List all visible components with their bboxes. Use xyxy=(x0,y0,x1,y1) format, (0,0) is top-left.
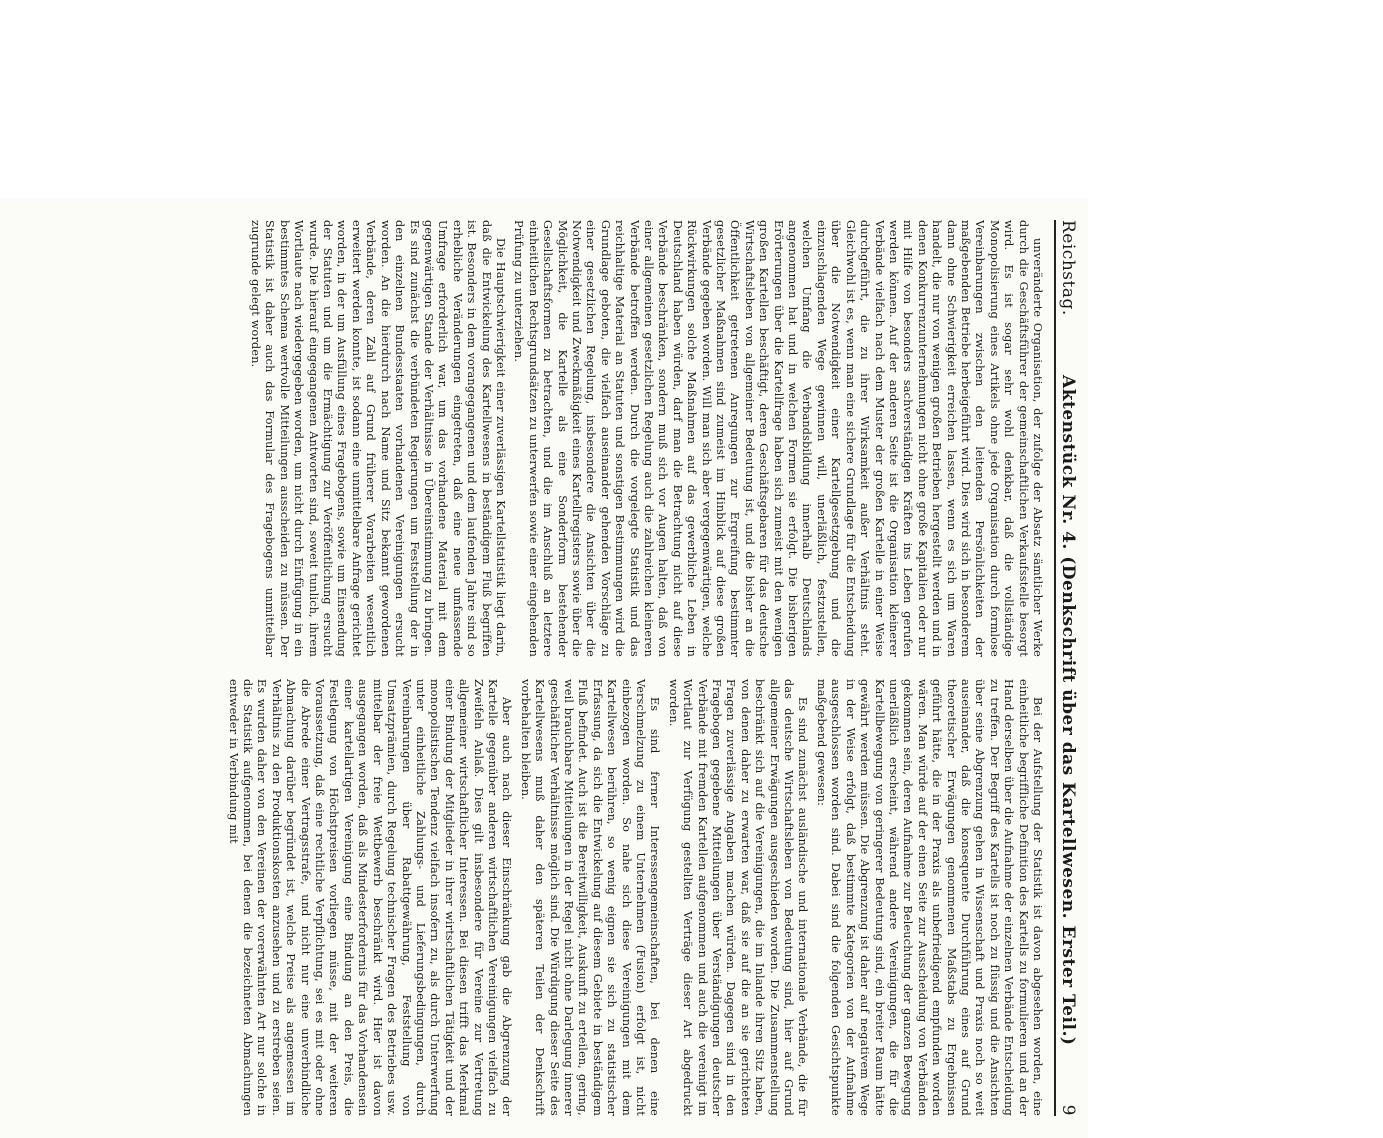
left-column xyxy=(0,220,1044,657)
running-head-title: Aktenstück Nr. 4. (Denkschrift über das Kartellwesen. Erster Teil.) xyxy=(1058,375,1078,1046)
scanned-page xyxy=(0,198,1088,1138)
paragraph: Die Hauptschwierigkeit einer zuverlässigen Kartellstatistik liegt darin, daß die Entwickelung des Kartellwesens in beständigem Fluß begriffen ist. Besonders in dem vorangegangenen und dem laufenden Jahre sind so erhebliche Veränderungen eingetreten, daß eine neue umfassende Umfrage erforderlich war, um das vorhandene Material mit dem gegenwärtigen Stande der Verhältnisse in Übereinstimmung zu bringen. Es sind zunächst die verbündeten Regierungen um Feststellung der in den einzelnen Bundesstaaten vorhandenen Vereinigungen ersucht worden. An die hierdurch nach Name und Sitz bekannt gewordenen Verbände, deren Zahl auf Grund früherer Vorarbeiten wesentlich erweitert werden konnte, ist sodann eine unmittelbare Anfrage gerichtet worden, in der um Ausfüllung eines Fragebogens, sowie um Einsendung der Statuten und um die Ermächtigung zur Veröffentlichung ersucht wurde. Die hierauf eingegangenen Antworten sind, soweit tunlich, ihrem Wortlaute nach wiedergegeben worden, um nicht durch Einfügung in ein bestimmtes Schema wertvolle Mitteilungen ausscheiden zu müssen. Der Statistik ist daher auch das Formular des Fragebogens unmittelbar zugrunde gelegt worden. xyxy=(249,220,507,657)
page-number: 9 xyxy=(1058,1104,1078,1116)
paragraph: Bei der Aufstellung der Statistik ist davon abgesehen worden, eine einheitliche begriffliche Definition des Kartells zu formulieren und an der Hand derselben über die Aufnahme der einzelnen Verbände Entscheidung zu treffen. Der Begriff des Kartells ist noch zu flüssig und die Ansichten über seine Abgrenzung gehen in Wissenschaft und Praxis noch so weit auseinander, daß die konsequente Durchführung eines auf Grund theoretischer Erwägungen genommenen Maßstabs zu Ergebnissen geführt hätte, die in der Praxis als unbefriedigend empfunden worden wären. Man würde auf der einen Seite zur Ausscheidung von Verbänden gekommen sein, deren Aufnahme zur Beleuchtung der ganzen Bewegung unerläßlich erscheint, während andere Vereinigungen, die für die Kartellbewegung von geringerer Bedeutung sind, ein breiter Raum hätte gewährt werden müssen. Die Abgrenzung ist daher auf negativem Wege in der Weise erfolgt, daß bestimmte Kategorien von der Aufnahme ausgeschlossen worden sind. Dabei sind die folgenden Gesichtspunkte maßgebend gewesen: xyxy=(814,679,1044,1116)
text-columns xyxy=(0,220,1044,1116)
running-head xyxy=(1054,220,1078,1116)
paragraph: Es sind zunächst ausländische und internationale Verbände, die für das deutsche Wirtschaftsleben von Bedeutung sind, hier auf Grund allgemeiner Erwägungen ausgeschieden worden. Die Zusammenstellung beschränkt sich auf die Vereinigungen, die im Inlande ihren Sitz haben, von denen daher zu erwarten war, daß sie auf die an sie gerichteten Fragen zuverlässige Angaben machen würden. Dagegen sind in den Fragebogen gegebene Mitteilungen über Verständigungen deutscher Verbände mit fremden Kartellen aufgenommen und auch die vereinigt im Wortlaut zur Verfügung gestellten Verträge dieser Art abgedruckt worden. xyxy=(666,679,810,1116)
paragraph: Aber auch nach dieser Einschränkung gab die Abgrenzung der Kartelle gegenüber anderen wirtschaftlichen Vereinigungen vielfach zu Zweifeln Anlaß. Dies gilt insbesondere für Vereine zur Vertretung allgemeiner wirtschaftlicher Interessen. Bei diesen trifft das Merkmal einer Bindung der Mitglieder in ihrer wirtschaftlichen Tätigkeit und der monopolistischen Tendenz vielfach insofern zu, als durch Unterwerfung unter einheitliche Zahlungs- und Lieferungsbedingungen, durch Vereinbarungen über Rabattgewährung, Feststellung von Umsatzprämien, durch Regelung technischer Fragen des Betriebes usw. mittelbar der freie Wettbewerb beschränkt wird. Hier ist davon ausgegangen worden, daß als Mindesterfordernis für das Vorhandensein einer kartellartigen Vereinigung eine Bindung an den Preis, die Festlegung von Höchstpreisen vorliegen müsse, mit der weiteren Voraussetzung, daß eine rechtliche Verpflichtung, sei es mit oder ohne die Abrede einer Vertragsstrafe, und nicht nur eine unverbindliche Abmachung darüber begründet ist, welche Preise als angemessen im Verhältnis zu den Produktionskosten anzusehen und zu erstreben seien. Es wurden daher von den Vereinen der vorerwähnten Art nur solche in die Statistik aufgenommen, bei denen die bezeichneten Abmachungen entweder in Verbindung mit xyxy=(226,679,514,1116)
right-column xyxy=(0,679,1044,1116)
paragraph: unveränderte Organisation, der zufolge der Absatz sämtlicher Werke durch die Geschäftsführer der gemeinschaftlichen Verkaufsstelle besorgt wird. Es ist sogar sehr wohl denkbar, daß die vollständige Monopolisierung eines Artikels ohne jede Organisation durch formlose Vereinbarungen zwischen den leitenden Persönlichkeiten der maßgebenden Betriebe herbeigeführt wird. Dies wird sich in besonderem dann ohne Schwierigkeit erreichen lassen, wenn es sich um Waren handelt, die nur von wenigen großen Betrieben hergestellt werden und in denen Konkurrenzunternehmungen nicht ohne große Kapitalien oder nur mit Hilfe von besonders sachverständigen Kräften ins Leben gerufen werden können. Auf der anderen Seite ist die Organisation kleinerer Verbände vielfach nach dem Muster der großen Kartelle in einer Weise durchgeführt, die zu ihrer Wirksamkeit außer Verhältnis steht. Gleichwohl ist es, wenn man eine sichere Grundlage für die Entscheidung über die Notwendigkeit einer Kartellgesetzgebung und die einzuschlagenden Wege gewinnen will, unerläßlich, festzustellen, welchen Umfang die Verbandsbildung innerhalb Deutschlands angenommen hat und in welchen Formen sie erfolgt. Die bisherigen Erörterungen über die Kartellfrage haben sich zumeist mit den wenigen großen Kartellen beschäftigt, deren Geschäftsgebaren für das deutsche Wirtschaftsleben von allgemeiner Bedeutung ist, und die bisher an die Öffentlichkeit getretenen Anregungen zur Ergreifung bestimmter gesetzlicher Maßnahmen sind zumeist im Hinblick auf diese großen Verbände gegeben worden. Will man sich aber vergegenwärtigen, welche Rückwirkungen solche Maßnahmen auf das gewerbliche Leben in Deutschland haben würden, darf man die Betrachtung nicht auf diese Verbände beschränken, sondern muß sich vor Augen halten, daß von einer allgemeinen gesetzlichen Regelung auch die zahlreichen kleineren Verbände betroffen werden. Durch die vorgelegte Statistik und das reichhaltige Material an Statuten und sonstigen Bestimmungen wird die Grundlage geboten, die vielfach auseinander gehenden Vorschläge zu einer gesetzlichen Regelung, insbesondere die Ansichten über die Notwendigkeit und Zweckmäßigkeit eines Kartellregisters sowie über die Möglichkeit, die Kartelle als eine Sonderform bestehender Gesellschaftsformen zu betrachten, und die im Anschluß an letztere einheitlichen Rechtsgrundsätzen zu unterwerfen sowie einer eingehenden Prüfung zu unterziehen. xyxy=(512,220,1044,657)
paragraph: Es sind ferner Interessengemeinschaften, bei denen eine Verschmelzung zu einem Unternehmen (Fusion) erfolgt ist, nicht einbezogen worden. So nahe sich diese Vereinigungen mit dem Kartellwesen berühren, so wenig eignen sie sich zu statistischer Erfassung, da sich die Entwickelung auf diesem Gebiete in beständigem Fluß befindet. Auch ist die Bereitwilligkeit, Auskunft zu erteilen, gering, weil brauchbare Mitteilungen in der Regel nicht ohne Darlegung innerer geschäftlicher Verhältnisse möglich sind. Die Würdigung dieser Seite des Kartellwesens muß daher den späteren Teilen der Denkschrift vorbehalten bleiben. xyxy=(518,679,662,1116)
running-head-left: Reichstag. xyxy=(1058,220,1078,316)
